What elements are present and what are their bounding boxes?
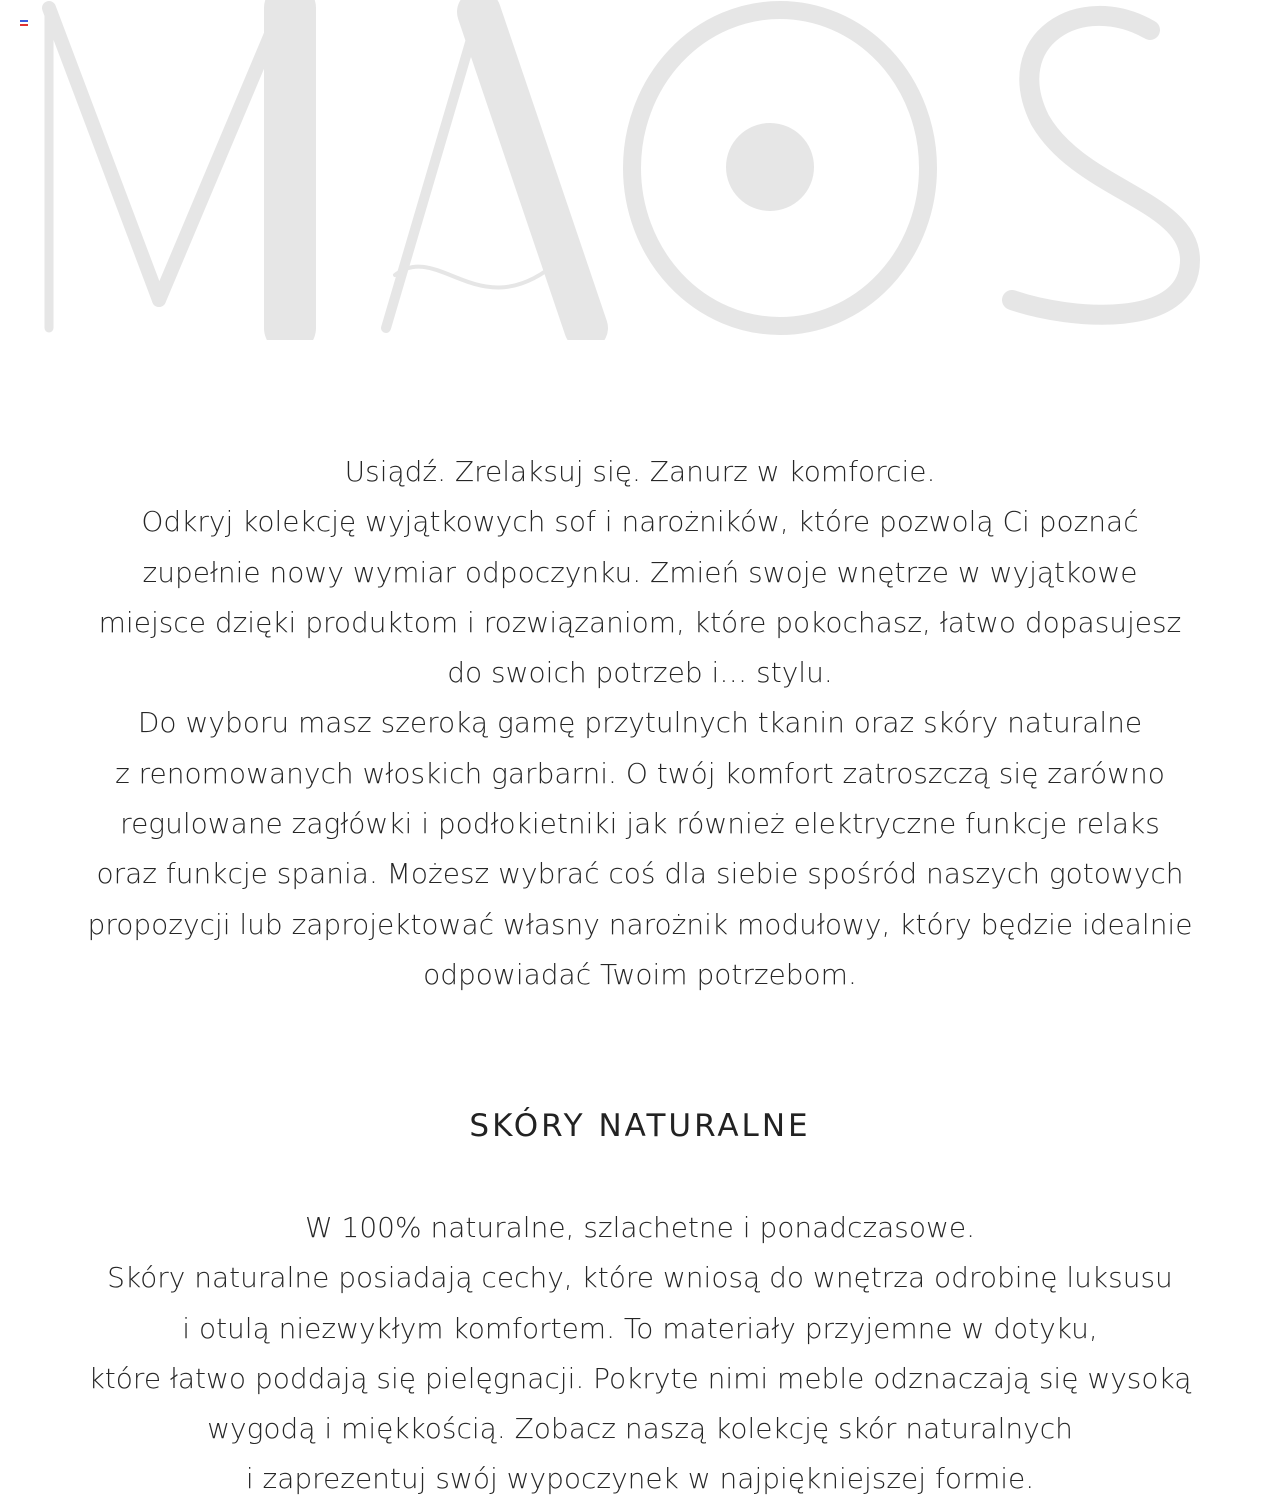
leather-paragraph (0, 1203, 1280, 1505)
text-line: które łatwo poddają się pielęgnacji. Pokryte nimi meble odznaczają się wysoką (88, 1361, 1192, 1395)
logo-m-stroke (49, 8, 159, 300)
brand-logo (0, 0, 1280, 340)
text-line: propozycji lub zaprojektować własny narożnik modułowy, który będzie idealnie (87, 907, 1193, 941)
section-heading-leather: SKÓRY NATURALNE (469, 1108, 811, 1144)
text-line: i zaprezentuj swój wypoczynek w najpiękniejszej formie. (245, 1462, 1035, 1496)
intro-paragraph (0, 447, 1280, 1000)
text-line: i otulą niezwykłym komfortem. To materiały przyjemne w dotyku, (182, 1311, 1098, 1345)
text-line: Do wyboru masz szeroką gamę przytulnych tkanin oraz skóry naturalne (137, 706, 1143, 740)
text-line: miejsce dzięki produktom i rozwiązaniom, które pokochasz, łatwo dopasujesz (98, 605, 1182, 639)
text-line: Skóry naturalne posiadają cechy, które wniosą do wnętrza odrobinę luksusu (107, 1261, 1173, 1295)
text-line: wygodą i miękkością. Zobacz naszą kolekcję skór naturalnych (207, 1412, 1073, 1446)
logo-s-stroke (1012, 16, 1190, 315)
text-line: z renomowanych włoskich garbarni. O twój komfort zatroszczą się zarówno (115, 756, 1165, 790)
logo-o-dot (726, 123, 814, 211)
text-line: zupełnie nowy wymiar odpoczynku. Zmień swoje wnętrze w wyjątkowe (142, 555, 1138, 589)
text-line: Usiądź. Zrelaksuj się. Zanurz w komforcie. (344, 455, 936, 488)
text-line: W 100% naturalne, szlachetne i ponadczasowe. (304, 1211, 976, 1244)
text-line: oraz funkcje spania. Możesz wybrać coś dla siebie spośród naszych gotowych (96, 857, 1184, 891)
text-line: Odkryj kolekcję wyjątkowych sof i narożników, które pozwolą Ci poznać (141, 505, 1139, 539)
logo-a-swash (395, 260, 560, 287)
logo-m-stroke (159, 8, 282, 300)
text-line: do swoich potrzeb i… stylu. (447, 656, 833, 690)
text-line: regulowane zagłówki i podłokietniki jak również elektryczne funkcje relaks (120, 807, 1160, 841)
text-line: odpowiadać Twoim potrzebom. (423, 957, 857, 991)
